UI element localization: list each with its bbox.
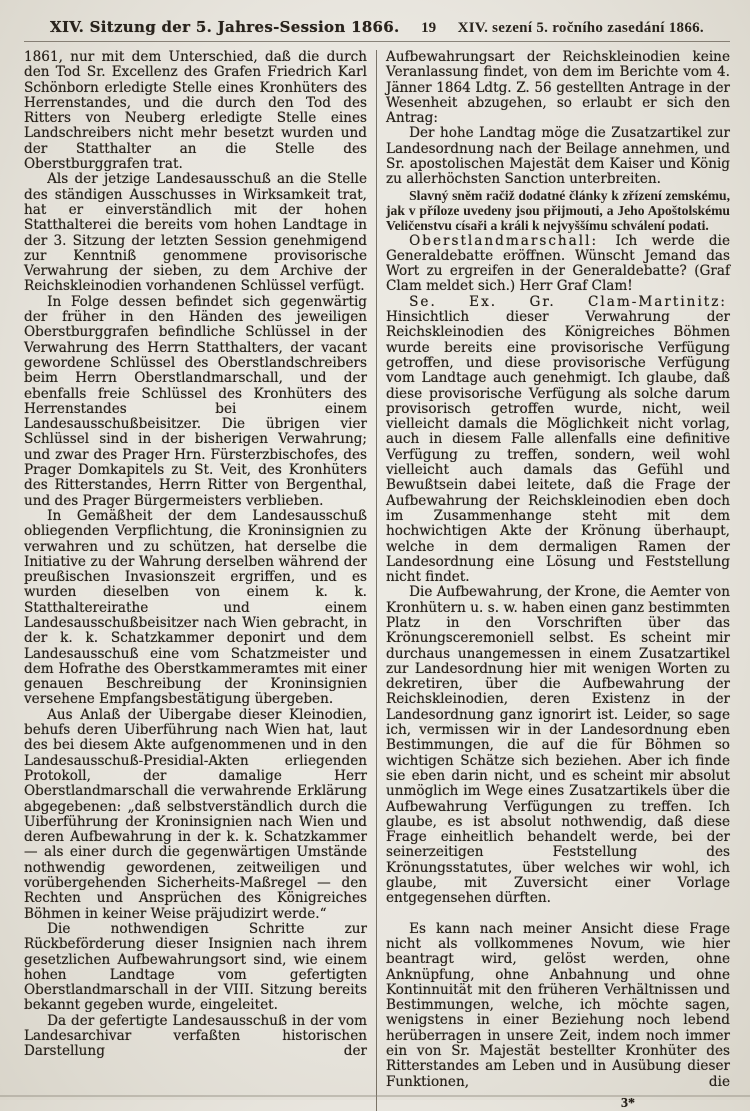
paragraph: Die Aufbewahrung, der Krone, die Aemter von Kronhütern u. s. w. haben einen ganz bestimmten Platz in den Vorschriften über das Krönungsceremoniell selbst. Es scheint mir durchaus unangemessen in einem Zusatzartikel zur Landesordnung hier mit wenigen Worten zu dekretiren, über die Aufbewahrung der Reichskleinodien, deren Existenz in der Landesordnung ganz ignorirt ist. Leider, so sage ich, vermissen wir in der Landesordnung eben Bestimmungen, die auf die für Böhmen so wichtigen Schätze sich beziehen. Aber ich finde sie eben darin nicht, und es scheint mir absolut unmöglich im Wege eines Zusatzartikels über die Aufbewahrung Verfügungen zu treffen. Ich glaube, es ist absolut nothwendig, daß diese Frage einheitlich behandelt werde, bei der seinerzeitigen Feststellung des Krönungsstatutes, über welches wir wohl, ich glaube, mit Zuversicht einer Vorlage entgegensehen dürften. [386,584,730,907]
running-head [24,12,730,39]
signature-mark: 3* [621,1095,635,1111]
paragraph: Die nothwendigen Schritte zur Rückbeförderung dieser Insignien nach ihrem gesetzlichen Aufbewahrungsort sind, wie einem hohen Landtage vom gefertigten Oberstlandmarschall in der VIII. Sitzung bereits bekannt gegeben wurde, eingeleitet. [24,920,367,1014]
header-rule [24,41,730,42]
paragraph: Aufbewahrungsart der Reichskleinodien keine Veranlassung findet, von dem im Berichte vom 4. Jänner 1864 Ldtg. Z. 56 gestellten Antrage in der Wesenheit abzugehen, so erlaubt er sich den Antrag: [386,49,730,127]
speech-text: Hinsichtlich dieser Verwahrung der Reichskleinodien des Königreiches Böhmen wurde bereits eine provisorische Verfügung getroffen, und diese provisorische Verfügung vom Landtage auch genehmigt. Ich glaube, daß diese provisorische Verfügung als solche darum provisorisch getroffen wurde, nicht, weil vielleicht damals die Möglichkeit nicht vorlag, auch in diesem Falle allenfalls eine definitive Verfügung zu treffen, sondern, weil wohl vielleicht auch damals das Gefühl und Bewußtsein dabei leitete, daß die Frage der Aufbewahrung der Reichskleinodien eben doch im Zusammenhange steht mit dem hochwichtigen Akte der Krönung überhaupt, welche in dem dermaligen Ramen der Landesordnung eine Lösung und Feststellung nicht findet. [386,309,730,586]
paragraph: Aus Anlaß der Uibergabe dieser Kleinodien, behufs deren Uiberführung nach Wien hat, laut des bei diesem Akte aufgenommenen und in den Landesausschuß-Presidial-Akten erliegenden Protokoll, der damalige Herr Oberstlandmarschall die verwahrende Erklärung abgegebenen: „daß selbstverständlich durch die Uiberführung der Kroninsignien nach Wien und deren Aufbewahrung in der k. k. Schatzkammer — als einer durch die gegenwärtigen Umstände nothwendig gewordenen, zeitweiligen und vorübergehenden Sicherheits-Maßregel — den Rechten und Ansprüchen des Königreiches Böhmen in keiner Weise präjudizirt werde.“ [24,706,367,922]
paragraph: In Gemäßheit der dem Landesausschuß obliegenden Verpflichtung, die Kroninsignien zu verwahren und zu schützen, hat derselbe die Initiative zu der Wahrung derselben während der preußischen Invasionszeit ergriffen, und es wurden dieselben von einem k. k. Statthaltereirathe und einem Landesausschußbeisitzer nach Wien gebracht, in der k. k. Schatzkammer deponirt und dem Landesausschuß eine vom Schatzmeister und dem Hofrathe des Oberstkammeramtes mit einer genauen Beschreibung der Kroninsignien versehene Empfangsbestätigung übergeben. [24,507,367,708]
speaker-name: Se. Ex. Gr. Clam-Martinitz: [409,293,727,310]
header-title-czech: XIV. sezení 5. ročního zasedání 1866. [457,20,704,36]
page-number: 19 [421,20,437,36]
header-title-german: XIV. Sitzung der 5. Jahres-Session 1866. [50,18,400,36]
scan-edge-artifact [0,1095,750,1097]
left-column [24,50,377,1111]
speech-text: Ich werde die Generaldebatte eröffnen. Wünscht Jemand das Wort zu ergreifen in der Generaldebatte? (Graf Clam meldet sich.) Herr Graf Clam! [386,232,730,295]
paragraph: Der hohe Landtag möge die Zusatzartikel zur Landesordnung nach der Beilage annehmen, und Sr. apostolischen Majestät dem Kaiser und König zu allerhöchsten Sanction unterbreiten. [386,125,730,188]
paragraph: Da der gefertigte Landesausschuß in der vom Landesarchivar verfaßten historischen Darstellung der [24,1012,367,1060]
paragraph: Als der jetzige Landesausschuß an die Stelle des ständigen Ausschusses in Wirksamkeit trat, hat er einverständlich mit der hohen Statthalterei die bereits vom hohen Landtage in der 3. Sitzung der letzten Session genehmigend zur Kenntniß genommene provisorische Verwahrung der sieben, zu dem Archive der Reichskleinodien vorhandenen Schlüssel verfügt. [24,171,367,295]
paragraph: In Folge dessen befindet sich gegenwärtig der früher in den Händen des jeweiligen Oberstburggrafen befindliche Schlüssel in der Verwahrung des Herrn Statthalters, der vacant gewordene Schlüssel des Oberstlandschreibers beim Herrn Oberstlandmarschall, und der ebenfalls freie Schlüssel des Kronhüters des Herrenstandes bei einem Landesausschußbeisitzer. Die übrigen vier Schlüssel sind in der bisherigen Verwahrung; und zwar des Prager Hrn. Fürsterzbischofes, des Prager Domkapitels zu St. Veit, des Kronhüters des Ritterstandes, Herrn Ritter von Bergenthal, und des Prager Bürgermeisters verblieben. [24,293,367,509]
paragraph-speech [386,234,730,295]
right-column [377,50,730,1111]
paragraph-czech: Slavný sněm račiž dodatné články k zřízení zemskému, jak v příloze uvedeny jsou přijmouti, a Jeho Apoštolskému Veličenstvu císaři a králi k nejvyššímu schválení podati. [386,187,730,234]
paragraph: Es kann nach meiner Ansicht diese Frage nicht als vollkommenes Novum, wie hier beantragt wird, gelöst werden, ohne Anknüpfung, ohne Anbahnung und ohne Kontinnuität mit den früheren Verhältnissen und Bestimmungen, welche, ich möchte sagen, wenigstens in einer Beziehung noch lebend herüberragen in unsere Zeit, indem noch immer ein von Sr. Majestät bestellter Kronhüter des Ritterstandes am Leben und in Ausübung dieser Funktionen, die [386,920,730,1090]
text-columns [24,50,730,1111]
paragraph-speech [386,295,730,586]
speaker-name: Oberstlandmarschall: [409,232,599,249]
paragraph: 1861, nur mit dem Unterschied, daß die durch den Tod Sr. Excellenz des Grafen Friedrich Karl Schönborn erledigte Stelle eines Kronhüters des Herrenstandes, und die durch den Tod des Ritters von Neuberg erledigte Stelle eines Landschreibers nicht mehr besetzt wurden und der Statthalter an die Stelle des Oberstburggrafen trat. [24,49,367,173]
